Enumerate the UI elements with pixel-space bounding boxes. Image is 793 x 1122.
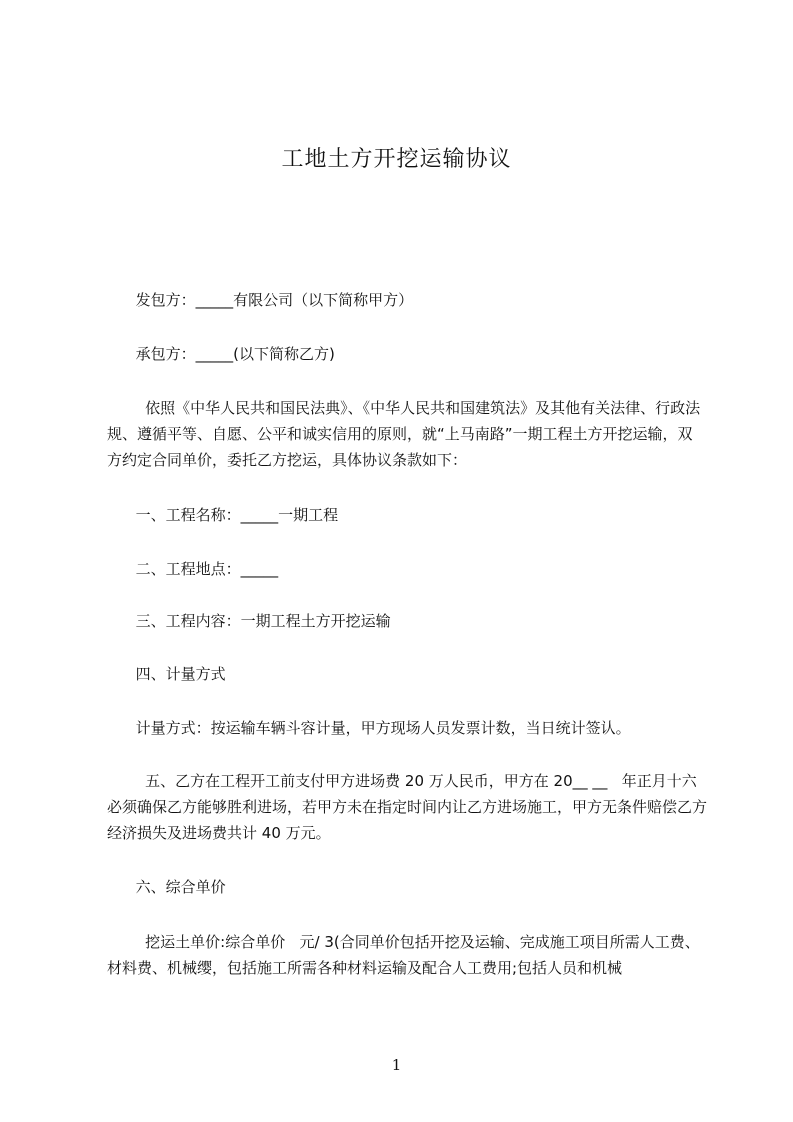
- paragraph-project-name: 一、工程名称：_____一期工程: [107, 506, 339, 524]
- paragraph-preamble: 依照《中华人民共和国民法典》、《中华人民共和国建筑法》及其他有关法律、行政法规、遵循平等、自愿、公平和诚实信用的原则，就“上马南路”一期工程土方开挖运输，双方约定合同单价，委托乙方挖运，具体协议条款如下：: [107, 399, 701, 469]
- paragraph-project-content: 三、工程内容：一期工程土方开挖运输: [107, 612, 391, 630]
- paragraph-measurement-heading: 四、计量方式: [107, 665, 226, 683]
- page-number: 1: [391, 1056, 402, 1074]
- paragraph-contractor: 承包方：_____(以下简称乙方): [107, 345, 335, 363]
- paragraph-measurement-method: 计量方式：按运输车辆斗容计量，甲方现场人员发票计数，当日统计签认。: [107, 719, 631, 737]
- paragraph-unit-price-detail: 挖运土单价:综合单价 元/ 3(合同单价包括开挖及运输、完成施工项目所需人工费、材料费、机械缨，包括施工所需各种材料运输及配合人工费用;包括人员和机械: [107, 933, 700, 977]
- paragraph-project-location: 二、工程地点：_____: [107, 560, 279, 578]
- paragraph-unit-price-heading: 六、综合单价: [107, 878, 226, 896]
- paragraph-entry-fee: 五、乙方在工程开工前支付甲方进场费 20 万人民币，甲方在 20__ __ 年正月十六必须确保乙方能够胜利进场，若甲方未在指定时间内让乙方进场施工，甲方无条件赔偿乙方经济损失及进场费共计 40 万元。: [107, 772, 708, 842]
- paragraph-employer: 发包方：_____有限公司（以下简称甲方）: [107, 291, 414, 309]
- document-title: 工地土方开挖运输协议: [281, 147, 512, 172]
